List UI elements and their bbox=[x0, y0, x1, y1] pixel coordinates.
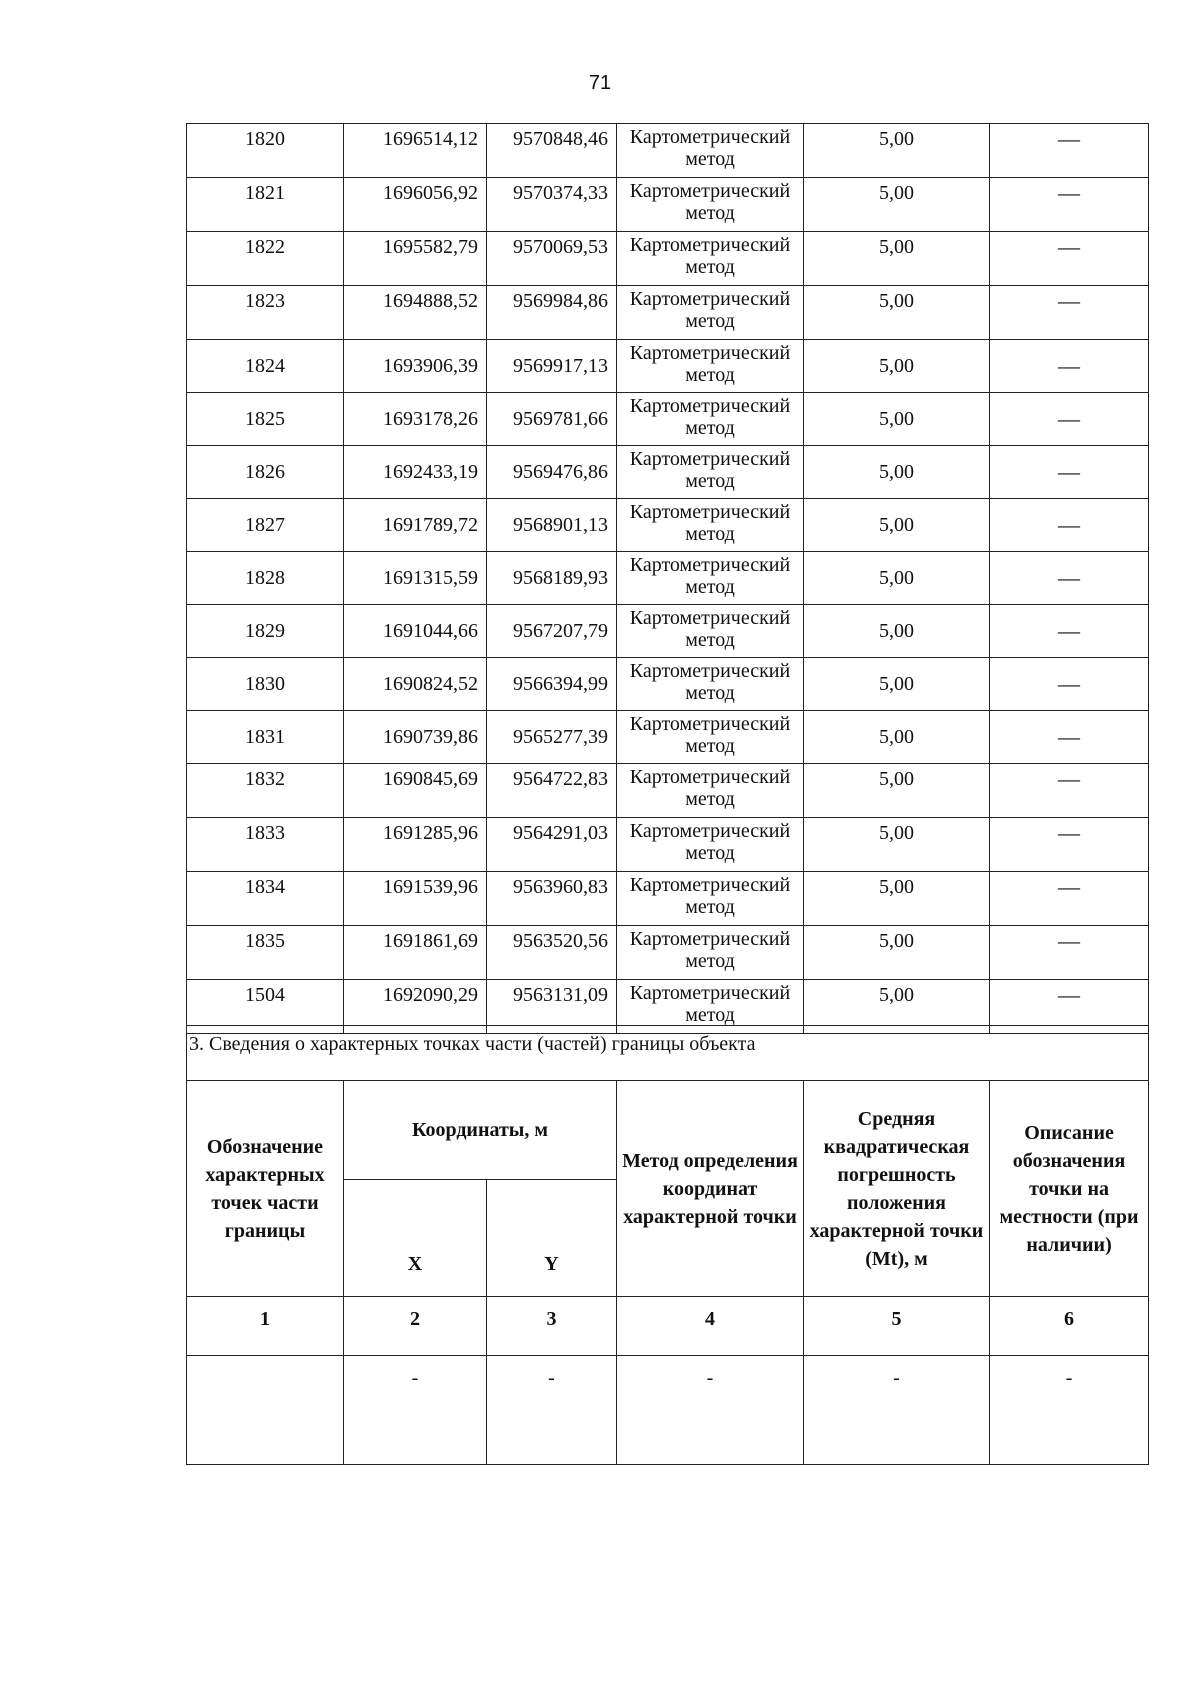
section-3-title: 3. Сведения о характерных точках части (частей) границы объекта bbox=[187, 1026, 1149, 1081]
column-number: 1 bbox=[187, 1297, 344, 1356]
mt-cell: 5,00 bbox=[804, 980, 990, 1034]
table-row bbox=[187, 764, 1149, 818]
header-x: X bbox=[344, 1180, 487, 1297]
description-cell: — bbox=[990, 232, 1149, 286]
table-row bbox=[187, 711, 1149, 764]
column-number: 2 bbox=[344, 1297, 487, 1356]
empty-cell: - bbox=[990, 1356, 1149, 1465]
description-cell: — bbox=[990, 658, 1149, 711]
mt-cell: 5,00 bbox=[804, 232, 990, 286]
y-coordinate-cell: 9565277,39 bbox=[487, 711, 617, 764]
column-number: 3 bbox=[487, 1297, 617, 1356]
y-coordinate-cell: 9567207,79 bbox=[487, 605, 617, 658]
table-row bbox=[187, 605, 1149, 658]
x-coordinate-cell: 1690824,52 bbox=[344, 658, 487, 711]
method-cell: Картометрический метод bbox=[617, 286, 804, 340]
point-cell: 1826 bbox=[187, 446, 344, 499]
method-cell: Картометрический метод bbox=[617, 872, 804, 926]
description-cell: — bbox=[990, 552, 1149, 605]
point-cell: 1825 bbox=[187, 393, 344, 446]
table-row bbox=[187, 286, 1149, 340]
mt-cell: 5,00 bbox=[804, 605, 990, 658]
description-cell: — bbox=[990, 872, 1149, 926]
empty-cell: - bbox=[804, 1356, 990, 1465]
y-coordinate-cell: 9569917,13 bbox=[487, 340, 617, 393]
mt-cell: 5,00 bbox=[804, 124, 990, 178]
y-coordinate-cell: 9570069,53 bbox=[487, 232, 617, 286]
point-cell: 1834 bbox=[187, 872, 344, 926]
x-coordinate-cell: 1692433,19 bbox=[344, 446, 487, 499]
mt-cell: 5,00 bbox=[804, 178, 990, 232]
x-coordinate-cell: 1694888,52 bbox=[344, 286, 487, 340]
x-coordinate-cell: 1691539,96 bbox=[344, 872, 487, 926]
point-cell: 1504 bbox=[187, 980, 344, 1034]
mt-cell: 5,00 bbox=[804, 446, 990, 499]
table-row bbox=[187, 499, 1149, 552]
point-cell: 1832 bbox=[187, 764, 344, 818]
header-desc: Описание обозначения точки на местности (при наличии) bbox=[990, 1081, 1149, 1297]
column-number: 4 bbox=[617, 1297, 804, 1356]
x-coordinate-cell: 1690739,86 bbox=[344, 711, 487, 764]
x-coordinate-cell: 1691044,66 bbox=[344, 605, 487, 658]
mt-cell: 5,00 bbox=[804, 499, 990, 552]
table-row bbox=[187, 872, 1149, 926]
point-cell: 1830 bbox=[187, 658, 344, 711]
y-coordinate-cell: 9568901,13 bbox=[487, 499, 617, 552]
table-row bbox=[187, 658, 1149, 711]
point-cell: 1829 bbox=[187, 605, 344, 658]
description-cell: — bbox=[990, 286, 1149, 340]
y-coordinate-cell: 9563520,56 bbox=[487, 926, 617, 980]
table-row bbox=[187, 232, 1149, 286]
mt-cell: 5,00 bbox=[804, 764, 990, 818]
section-3-table bbox=[186, 1025, 1149, 1465]
y-coordinate-cell: 9566394,99 bbox=[487, 658, 617, 711]
description-cell: — bbox=[990, 711, 1149, 764]
description-cell: — bbox=[990, 818, 1149, 872]
description-cell: — bbox=[990, 446, 1149, 499]
empty-cell: - bbox=[487, 1356, 617, 1465]
empty-cell: - bbox=[344, 1356, 487, 1465]
mt-cell: 5,00 bbox=[804, 711, 990, 764]
method-cell: Картометрический метод bbox=[617, 605, 804, 658]
mt-cell: 5,00 bbox=[804, 340, 990, 393]
header-y: Y bbox=[487, 1180, 617, 1297]
method-cell: Картометрический метод bbox=[617, 178, 804, 232]
x-coordinate-cell: 1692090,29 bbox=[344, 980, 487, 1034]
description-cell: — bbox=[990, 178, 1149, 232]
description-cell: — bbox=[990, 499, 1149, 552]
mt-cell: 5,00 bbox=[804, 872, 990, 926]
method-cell: Картометрический метод bbox=[617, 926, 804, 980]
method-cell: Картометрический метод bbox=[617, 499, 804, 552]
empty-cell: - bbox=[617, 1356, 804, 1465]
header-mt: Средняя квадратическая погрешность положения характерной точки (Mt), м bbox=[804, 1081, 990, 1297]
x-coordinate-cell: 1696514,12 bbox=[344, 124, 487, 178]
column-number: 5 bbox=[804, 1297, 990, 1356]
method-cell: Картометрический метод bbox=[617, 980, 804, 1034]
description-cell: — bbox=[990, 393, 1149, 446]
point-cell: 1835 bbox=[187, 926, 344, 980]
method-cell: Картометрический метод bbox=[617, 232, 804, 286]
column-number: 6 bbox=[990, 1297, 1149, 1356]
description-cell: — bbox=[990, 124, 1149, 178]
method-cell: Картометрический метод bbox=[617, 340, 804, 393]
y-coordinate-cell: 9569781,66 bbox=[487, 393, 617, 446]
table-row bbox=[187, 124, 1149, 178]
empty-cell bbox=[187, 1356, 344, 1465]
table-row bbox=[187, 818, 1149, 872]
mt-cell: 5,00 bbox=[804, 818, 990, 872]
mt-cell: 5,00 bbox=[804, 552, 990, 605]
x-coordinate-cell: 1693906,39 bbox=[344, 340, 487, 393]
description-cell: — bbox=[990, 764, 1149, 818]
header-method: Метод определения координат характерной точки bbox=[617, 1081, 804, 1297]
method-cell: Картометрический метод bbox=[617, 818, 804, 872]
method-cell: Картометрический метод bbox=[617, 124, 804, 178]
point-cell: 1833 bbox=[187, 818, 344, 872]
table-row bbox=[187, 178, 1149, 232]
y-coordinate-cell: 9569476,86 bbox=[487, 446, 617, 499]
description-cell: — bbox=[990, 340, 1149, 393]
x-coordinate-cell: 1695582,79 bbox=[344, 232, 487, 286]
point-cell: 1824 bbox=[187, 340, 344, 393]
description-cell: — bbox=[990, 980, 1149, 1034]
x-coordinate-cell: 1693178,26 bbox=[344, 393, 487, 446]
mt-cell: 5,00 bbox=[804, 658, 990, 711]
mt-cell: 5,00 bbox=[804, 393, 990, 446]
method-cell: Картометрический метод bbox=[617, 552, 804, 605]
mt-cell: 5,00 bbox=[804, 286, 990, 340]
point-cell: 1821 bbox=[187, 178, 344, 232]
description-cell: — bbox=[990, 926, 1149, 980]
y-coordinate-cell: 9570374,33 bbox=[487, 178, 617, 232]
header-coords: Координаты, м bbox=[344, 1081, 617, 1180]
point-cell: 1820 bbox=[187, 124, 344, 178]
point-cell: 1823 bbox=[187, 286, 344, 340]
table-row bbox=[187, 446, 1149, 499]
x-coordinate-cell: 1691315,59 bbox=[344, 552, 487, 605]
x-coordinate-cell: 1691285,96 bbox=[344, 818, 487, 872]
y-coordinate-cell: 9569984,86 bbox=[487, 286, 617, 340]
method-cell: Картометрический метод bbox=[617, 393, 804, 446]
method-cell: Картометрический метод bbox=[617, 764, 804, 818]
x-coordinate-cell: 1690845,69 bbox=[344, 764, 487, 818]
y-coordinate-cell: 9563131,09 bbox=[487, 980, 617, 1034]
table-row bbox=[187, 926, 1149, 980]
y-coordinate-cell: 9570848,46 bbox=[487, 124, 617, 178]
table-row bbox=[187, 552, 1149, 605]
table-row bbox=[187, 340, 1149, 393]
y-coordinate-cell: 9563960,83 bbox=[487, 872, 617, 926]
y-coordinate-cell: 9568189,93 bbox=[487, 552, 617, 605]
y-coordinate-cell: 9564722,83 bbox=[487, 764, 617, 818]
point-cell: 1827 bbox=[187, 499, 344, 552]
point-cell: 1831 bbox=[187, 711, 344, 764]
method-cell: Картометрический метод bbox=[617, 446, 804, 499]
coordinates-table bbox=[186, 123, 1149, 1034]
table-row bbox=[187, 393, 1149, 446]
y-coordinate-cell: 9564291,03 bbox=[487, 818, 617, 872]
header-point: Обозначение характерных точек части границы bbox=[187, 1081, 344, 1297]
x-coordinate-cell: 1696056,92 bbox=[344, 178, 487, 232]
page-number: 71 bbox=[588, 72, 612, 94]
method-cell: Картометрический метод bbox=[617, 658, 804, 711]
x-coordinate-cell: 1691789,72 bbox=[344, 499, 487, 552]
point-cell: 1828 bbox=[187, 552, 344, 605]
x-coordinate-cell: 1691861,69 bbox=[344, 926, 487, 980]
description-cell: — bbox=[990, 605, 1149, 658]
method-cell: Картометрический метод bbox=[617, 711, 804, 764]
point-cell: 1822 bbox=[187, 232, 344, 286]
mt-cell: 5,00 bbox=[804, 926, 990, 980]
